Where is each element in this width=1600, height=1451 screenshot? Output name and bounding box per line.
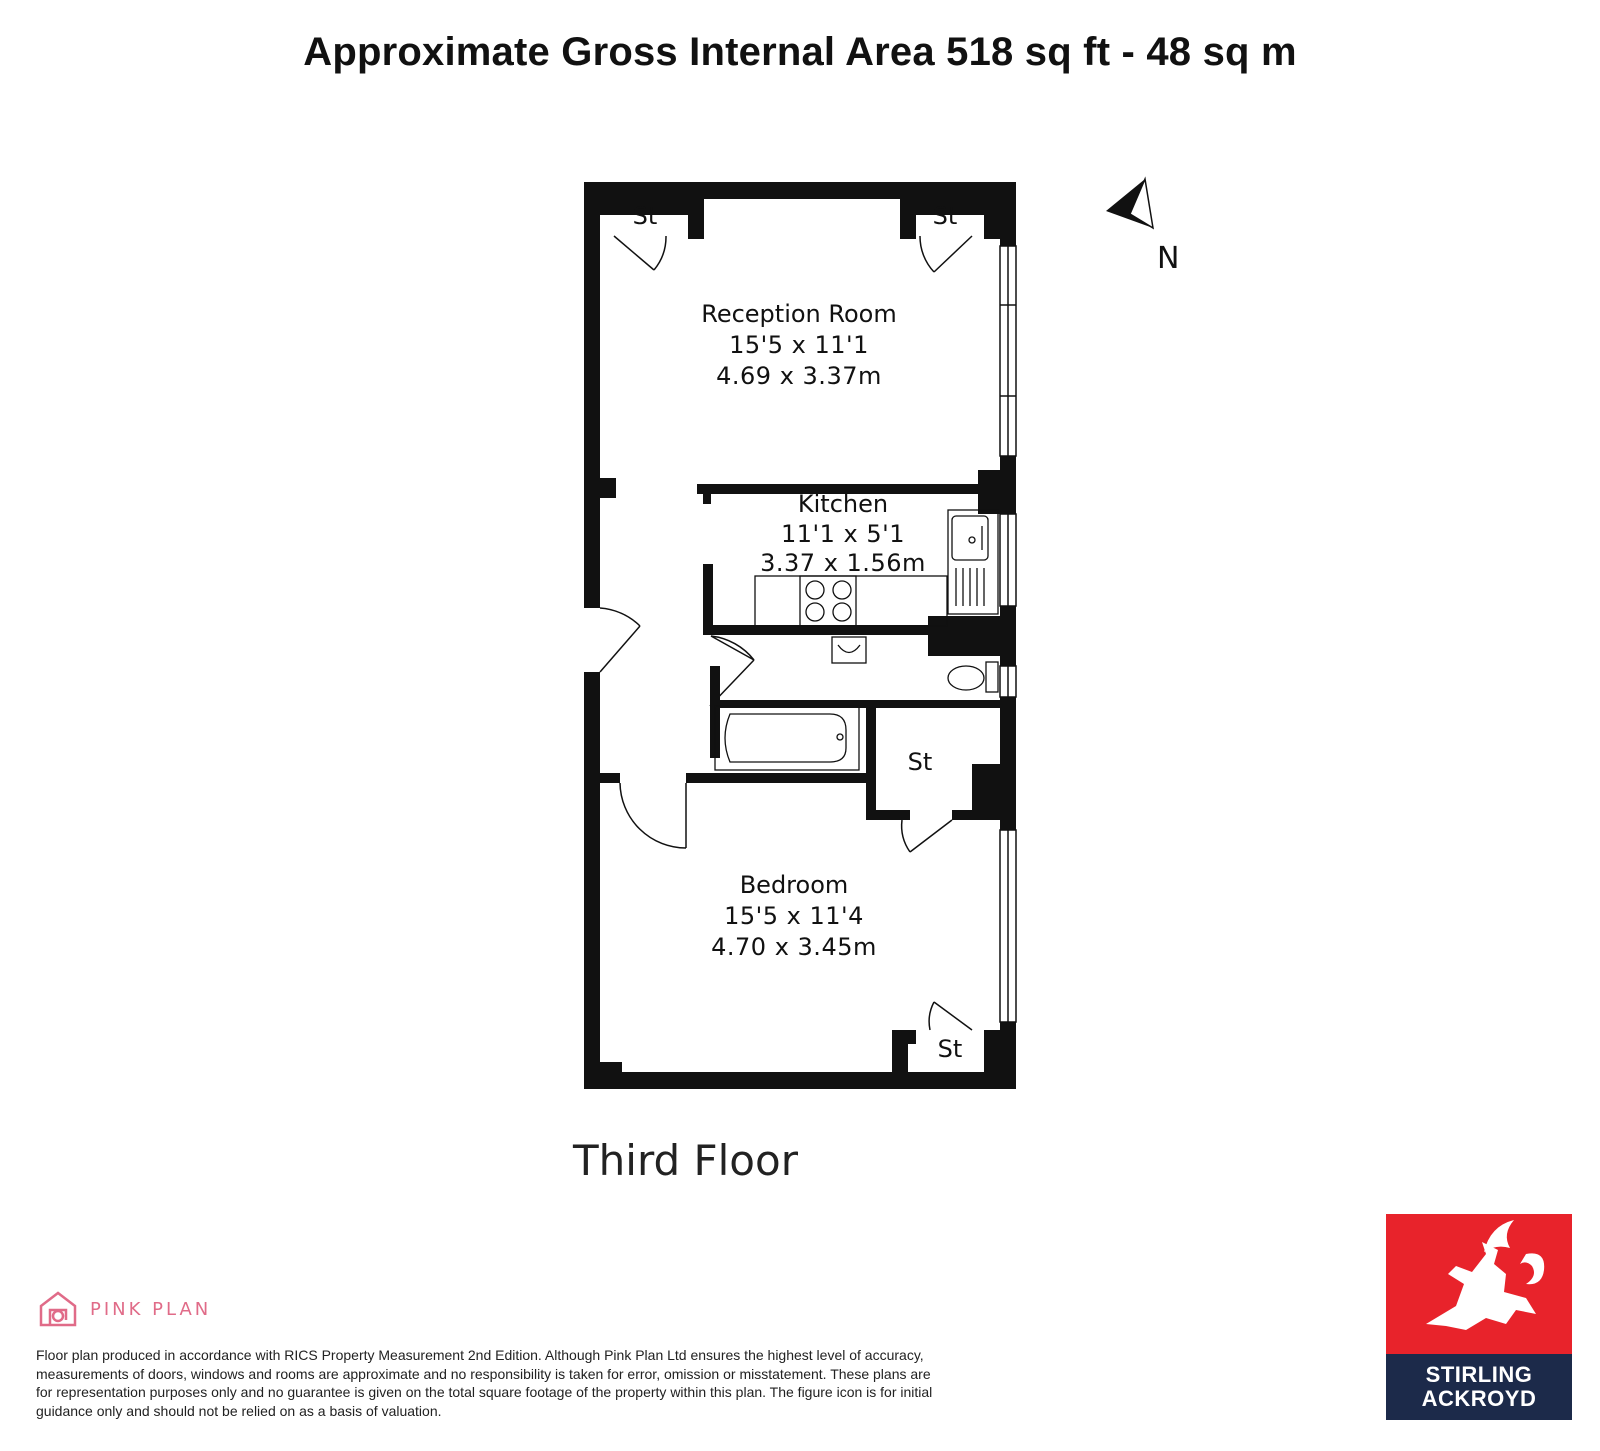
- griffin-panel: [1386, 1214, 1572, 1354]
- toilet-bowl: [948, 666, 984, 690]
- griffin-icon: [1386, 1214, 1572, 1354]
- kitchen-imperial: 11'1 x 5'1: [780, 520, 906, 548]
- reception-imperial: 15'5 x 11'1: [729, 331, 869, 359]
- page-title: Approximate Gross Internal Area 518 sq ft - 48 sq m: [303, 30, 1297, 74]
- agent-name-line2: ACKROYD: [1421, 1386, 1537, 1411]
- disclaimer: Floor plan produced in accordance with RICS Property Measurement 2nd Edition. Although Pink Plan Ltd ensures the highest level of accuracy, measurements of doors, windows and rooms are approximate and no responsibility is taken for error, omission or misstatement. These plans are for representation purposes only and no guarantee is given on the total square footage of the property within this plan. The figure icon is for initial guidance only and should not be relied on as a basis of valuation.: [36, 1347, 933, 1419]
- storage-label-bottom: St: [937, 1035, 963, 1063]
- wash-basin: [832, 637, 866, 663]
- stirling-ackroyd-logo: [1386, 1214, 1572, 1420]
- compass-north-label: N: [1157, 241, 1180, 276]
- bedroom-metric: 4.70 x 3.45m: [711, 933, 877, 961]
- kitchen-metric: 3.37 x 1.56m: [760, 549, 926, 577]
- storage-label-middle: St: [907, 748, 933, 776]
- compass: [1106, 179, 1179, 276]
- bedroom-name: Bedroom: [739, 871, 849, 899]
- toilet-cistern: [986, 662, 998, 692]
- floor-label: Third Floor: [573, 1136, 798, 1185]
- pink-plan-logo: [38, 1290, 211, 1328]
- pink-plan-house-icon: [38, 1290, 78, 1328]
- storage-label-top-left: St: [632, 202, 658, 230]
- storage-label-top-right: St: [932, 202, 958, 230]
- reception-metric: 4.69 x 3.37m: [716, 362, 882, 390]
- pink-plan-name: PINK PLAN: [90, 1298, 212, 1320]
- agent-name-panel: [1386, 1354, 1572, 1420]
- kitchen-worktop: [755, 576, 947, 626]
- kitchen-name: Kitchen: [797, 490, 889, 518]
- reception-name: Reception Room: [701, 300, 897, 328]
- agent-name-line1: STIRLING: [1425, 1362, 1533, 1387]
- bedroom-imperial: 15'5 x 11'4: [724, 902, 864, 930]
